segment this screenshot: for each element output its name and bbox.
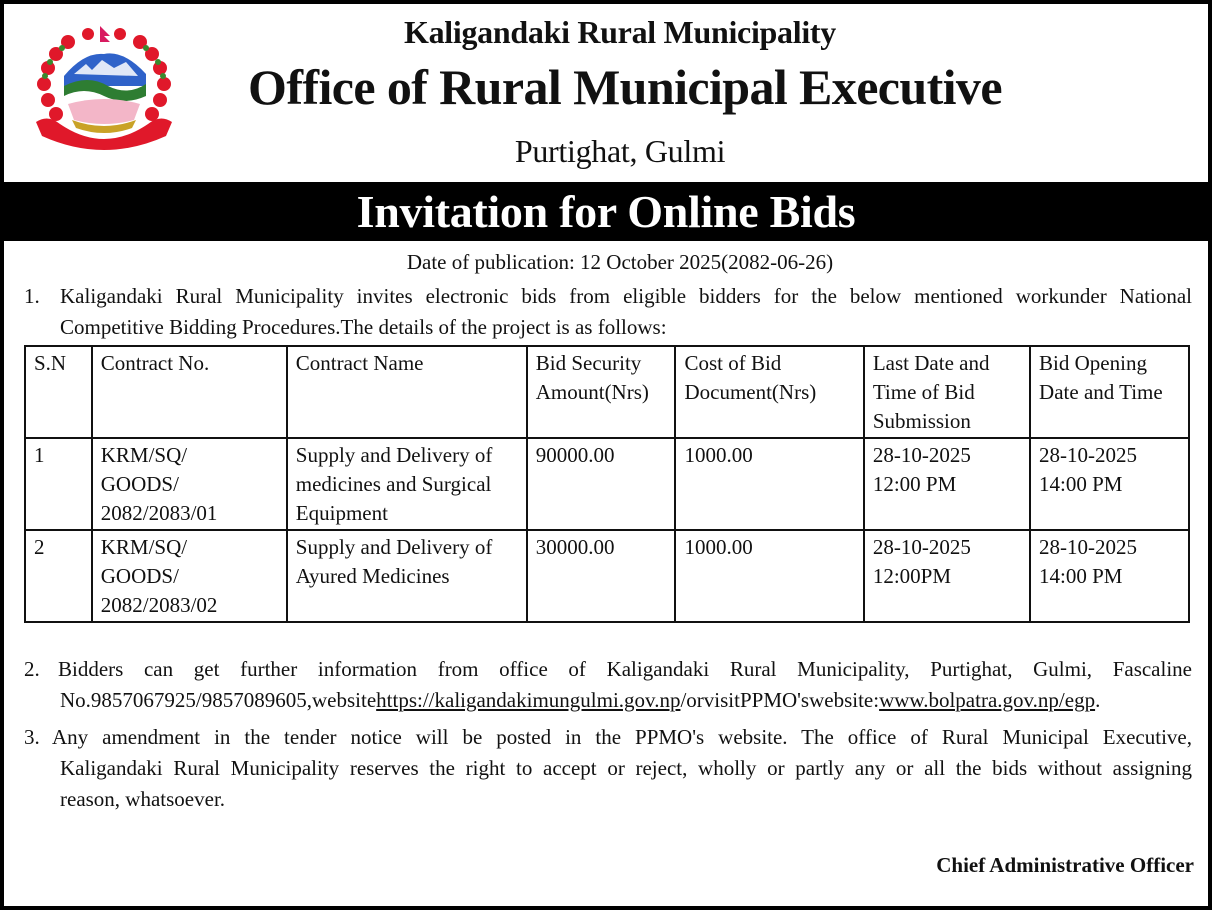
paragraph-3-line-1 bbox=[24, 722, 1192, 753]
municipality-name: Kaligandaki Rural Municipality bbox=[404, 14, 836, 50]
open-time: 14:00 PM bbox=[1039, 564, 1123, 588]
paragraph-1-number: 1. bbox=[24, 284, 40, 308]
header-contract-no: Contract No. bbox=[92, 346, 287, 438]
header-opening: Bid Opening Date and Time bbox=[1030, 346, 1189, 438]
paragraph-3-text-1: Any amendment in the tender notice will be posted in the PPMO's website. The office of Rural Municipal Executive, bbox=[52, 725, 1192, 749]
contract-no-part: 2082/2083/02 bbox=[100, 593, 218, 617]
contract-no-part: 2082/2083/01 bbox=[100, 501, 218, 525]
cell-cost-doc: 1000.00 bbox=[675, 530, 863, 622]
last-time: 12:00PM bbox=[872, 564, 952, 588]
header-bid-security: Bid Security Amount(Nrs) bbox=[527, 346, 676, 438]
cell-last-date bbox=[864, 530, 1030, 622]
cell-contract-no bbox=[92, 438, 287, 530]
cell-last-date bbox=[864, 438, 1030, 530]
paragraph-3-number: 3. bbox=[24, 725, 40, 749]
open-time: 14:00 PM bbox=[1039, 472, 1123, 496]
paragraph-2-number: 2. bbox=[24, 657, 40, 681]
paragraph-1-text-1: Kaligandaki Rural Municipality invites electronic bids from eligible bidders for the below mentioned workunder National bbox=[60, 284, 1192, 308]
table-header-row bbox=[25, 346, 1189, 438]
cell-contract-name: Supply and Delivery of Ayured Medicines bbox=[287, 530, 527, 622]
header-contract-name: Contract Name bbox=[287, 346, 527, 438]
header-sn: S.N bbox=[25, 346, 92, 438]
office-title: Office of Rural Municipal Executive bbox=[248, 59, 1002, 115]
cell-bid-security: 90000.00 bbox=[527, 438, 676, 530]
table-row bbox=[25, 530, 1189, 622]
paragraph-3 bbox=[24, 722, 1192, 815]
open-date: 28-10-2025 bbox=[1039, 535, 1138, 559]
contract-no-part: KRM/SQ/ bbox=[100, 443, 188, 467]
paragraph-1-line-2: Competitive Bidding Procedures.The details of the project is as follows: bbox=[60, 315, 667, 339]
cell-sn: 1 bbox=[25, 438, 92, 530]
cell-contract-no bbox=[92, 530, 287, 622]
office-location: Purtighat, Gulmi bbox=[514, 133, 726, 169]
notice-title: Invitation for Online Bids bbox=[356, 186, 856, 237]
municipality-website-link[interactable]: https://kaligandakimungulmi.gov.np bbox=[376, 688, 681, 712]
paragraph-1 bbox=[24, 281, 1192, 343]
cell-bid-security: 30000.00 bbox=[527, 530, 676, 622]
last-date: 28-10-2025 bbox=[872, 535, 971, 559]
period: . bbox=[1095, 688, 1101, 712]
cell-cost-doc: 1000.00 bbox=[675, 438, 863, 530]
bolpatra-website-link[interactable]: www.bolpatra.gov.np/egp bbox=[879, 688, 1096, 712]
header-last-date: Last Date and Time of Bid Submission bbox=[864, 346, 1030, 438]
bids-table bbox=[24, 345, 1190, 623]
cell-sn: 2 bbox=[25, 530, 92, 622]
paragraph-2 bbox=[24, 654, 1192, 716]
last-time: 12:00 PM bbox=[872, 472, 957, 496]
last-date: 28-10-2025 bbox=[872, 443, 971, 467]
paragraph-3-line-2: Kaligandaki Rural Municipality reserves the right to accept or reject, wholly or partly any or all the bids without assigning bbox=[60, 756, 1192, 780]
paragraph-2-line-1 bbox=[24, 654, 1192, 685]
contact-text: No.9857067925/9857089605,website bbox=[60, 688, 377, 712]
cell-opening bbox=[1030, 530, 1189, 622]
ppmo-text: /orvisitPPMO'swebsite: bbox=[680, 688, 880, 712]
paragraph-3-line-3: reason, whatsoever. bbox=[60, 787, 226, 811]
contract-no-part: KRM/SQ/ bbox=[100, 535, 188, 559]
cell-opening bbox=[1030, 438, 1189, 530]
open-date: 28-10-2025 bbox=[1039, 443, 1138, 467]
paragraph-2-line-2 bbox=[24, 685, 1192, 716]
contract-no-part: GOODS/ bbox=[100, 472, 179, 496]
table-row bbox=[25, 438, 1189, 530]
paragraph-1-line-1 bbox=[24, 281, 1192, 312]
contract-no-part: GOODS/ bbox=[100, 564, 179, 588]
paragraph-2-text-1: Bidders can get further information from office of Kaligandaki Rural Municipality, Purtighat, Gulmi, Fascaline bbox=[58, 657, 1192, 681]
header-cost-doc: Cost of Bid Document(Nrs) bbox=[675, 346, 863, 438]
cell-contract-name: Supply and Delivery of medicines and Surgical Equipment bbox=[287, 438, 527, 530]
publication-date: Date of publication: 12 October 2025(2082-06-26) bbox=[406, 250, 834, 274]
signature-title: Chief Administrative Officer bbox=[936, 853, 1194, 877]
